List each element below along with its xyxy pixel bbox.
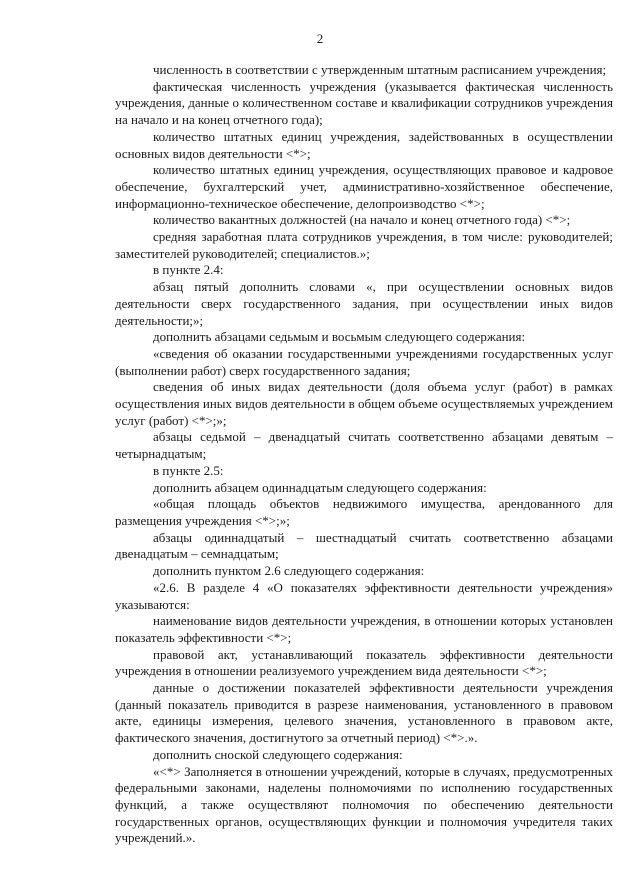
paragraph: средняя заработная плата сотрудников учреждения, в том числе: руководителей; заместителей руководителей; специалистов.»;	[115, 229, 613, 261]
paragraph: в пункте 2.4:	[153, 262, 224, 278]
paragraph: абзац пятый дополнить словами «, при осуществлении основных видов деятельности сверх государственного задания, при осуществлении иных видов деятельности;»;	[115, 279, 613, 328]
paragraph: численность в соответствии с утвержденным штатным расписанием учреждения;	[153, 62, 607, 77]
paragraph: данные о достижении показателей эффективности деятельности учреждения (данный показатель приводится в разрезе наименования, установленного в правовом акте, единицы измерения, целевого значения, установленного в правовом акте, фактического значения, достигнутого за отчетный период) <*>.».	[115, 680, 613, 746]
paragraph: правовой акт, устанавливающий показатель эффективности деятельности учреждения в отношении реализуемого учреждением вида деятельности <*>;	[115, 646, 613, 679]
paragraph: сведения об иных видах деятельности (доля объема услуг (работ) в рамках осуществления иных видов деятельности в общем объеме осуществляемых учреждением услуг (работ) <*>;»;	[115, 379, 613, 428]
paragraph: «сведения об оказании государственными учреждениями государственных услуг (выполнении работ) сверх государственного задания;	[115, 345, 613, 378]
paragraph: дополнить сноской следующего содержания:	[153, 746, 403, 762]
paragraph: фактическая численность учреждения (указывается фактическая численность учреждения, данные о количественном составе и квалификации сотрудников учреждения на начало и на конец отчетного года);	[115, 78, 613, 128]
paragraph: количество штатных единиц учреждения, осуществляющих правовое и кадровое обеспечение, бухгалтерский учет, административно-хозяйственное обеспечение, информационно-техническое обеспечение, делопроизводство <*>;	[115, 162, 613, 211]
paragraph: дополнить абзацем одиннадцатым следующего содержания:	[153, 479, 487, 495]
paragraph: количество штатных единиц учреждения, задействованных в осуществлении основных видов деятельности <*>;	[115, 128, 613, 161]
paragraph: дополнить пунктом 2.6 следующего содержания:	[153, 563, 425, 579]
paragraph: абзацы седьмой – двенадцатый считать соответственно абзацами девятым – четырнадцатым;	[115, 429, 613, 462]
paragraph: «<*> Заполняется в отношении учреждений, которые в случаях, предусмотренных федеральными законами, наделены полномочиями по исполнению государственных функций, а также осуществляют полномочия по обеспечению деятельности государственных органов, осуществляющих функции и полномочия учредителя таких учреждений.».	[115, 763, 613, 846]
paragraph: наименование видов деятельности учреждения, в отношении которых установлен показатель эффективности <*>;	[115, 613, 613, 645]
paragraph: абзацы одиннадцатый – шестнадцатый считать соответственно абзацами двенадцатым – семнадцатым;	[115, 529, 613, 562]
paragraph: количество вакантных должностей (на начало и конец отчетного года) <*>;	[153, 212, 571, 228]
paragraph: «общая площадь объектов недвижимого имущества, арендованного для размещения учреждения <*>;»;	[115, 496, 613, 528]
page-number: 2	[316, 31, 324, 46]
paragraph: дополнить абзацами седьмым и восьмым следующего содержания:	[153, 329, 526, 345]
paragraph: в пункте 2.5:	[153, 462, 224, 478]
paragraph: «2.6. В разделе 4 «О показателях эффективности деятельности учреждения» указываются:	[115, 579, 613, 612]
document-body	[115, 62, 613, 847]
